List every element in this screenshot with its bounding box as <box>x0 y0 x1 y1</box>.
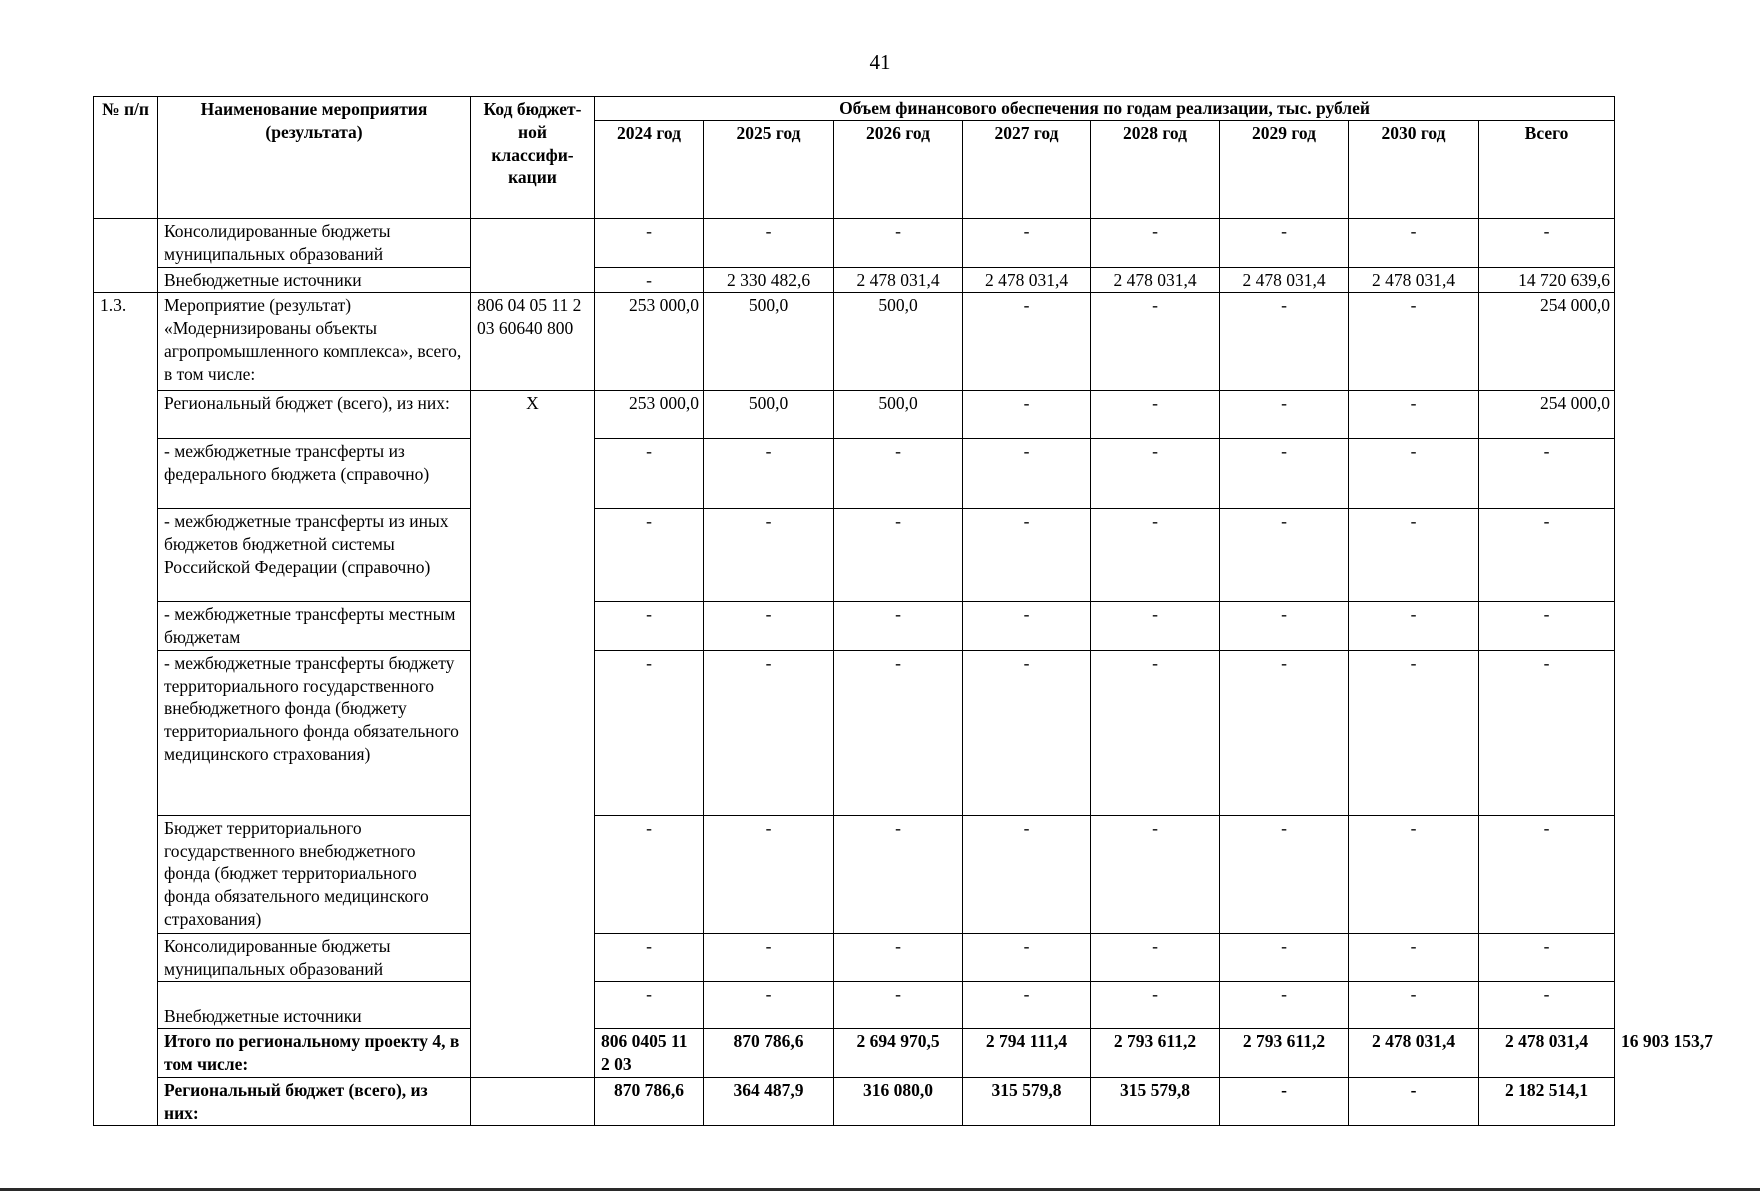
value-cell: - <box>1349 1077 1479 1126</box>
value-cell: 500,0 <box>834 391 963 439</box>
value-cell: - <box>704 650 834 815</box>
value-cell: - <box>834 933 963 982</box>
value-cell: - <box>834 439 963 509</box>
value-cell: 2 793 611,2 <box>1091 1029 1220 1078</box>
value-cell: - <box>1220 815 1349 933</box>
row-num-empty <box>94 219 158 293</box>
value-cell: 254 000,0 <box>1479 391 1615 439</box>
header-total: Всего <box>1479 121 1615 219</box>
value-cell: - <box>1349 391 1479 439</box>
row-name: Внебюджетные источники <box>158 982 471 1029</box>
value-cell: - <box>1349 933 1479 982</box>
header-year-2027: 2027 год <box>963 121 1091 219</box>
value-cell: - <box>704 219 834 268</box>
value-cell: 2 330 482,6 <box>704 267 834 293</box>
header-year-2030: 2030 год <box>1349 121 1479 219</box>
row-name: Консолидированные бюджеты муниципальных образований <box>158 219 471 268</box>
value-cell: - <box>1091 933 1220 982</box>
header-year-2024: 2024 год <box>595 121 704 219</box>
row-name: Консолидированные бюджеты муниципальных образований <box>158 933 471 982</box>
budget-table: № п/п Наименование мероприятия (результата) Код бюджет- ной классифи- кации Объем финансового обеспечения по годам реализации, тыс. рублей 2024 год 2025 год 2026 год 2027 год 2028 год 2029 год 2030 год Всего Консолидированные бюджеты муниципальных образований - - - - - - - - Внебюджетные источники - 2 330 482,6 2 478 031,4 2 478 031,4 2 478 031,4 2 478 031,4 2 478 031,4 14 720 639,6 1.3. Мероприятие (результат) «Модернизированы объекты агропромышленного комплекса», всего, в том числе: 806 04 05 11 2 03 60640 800 253 000,0 500,0 500,0 - - - - 254 000,0 Региональный бюджет (всего), из них: X 253 000,0 500,0 500,0 - - - - 254 000,0 - межбюджетные трансферты из федерального бюджета (справочно) - - - - - - - - - межбюджетные трансферты из иных бюджетов бюджетной системы Российской Федерации (справочно) - - - - - - - - - межбюджетные трансферты местным бюджетам - - - - - - - - - межбюджетные трансферты бюджету территориального государственного внебюджетного фонда (бюджету территориального фонда обязательного медицинского страхования) - - - - - - - - Бюджет территориального государственного внебюджетного фонда (бюджет территориального фонда обязательного медицинского страхования) - - - - - - - - Консолидированные бюджеты муниципальных образований - - - - - - - - Внебюджетные источники - - - - - - - - Итого по региональному проекту 4, в том числе: 806 0405 11 2 03 870 786,6 2 694 970,5 2 794 111,4 2 793 611,2 2 793 611,2 2 478 031,4 2 478 031,4 16 903 153,7 Региональный бюджет (всего), из них: 870 786,6 364 487,9 316 080,0 315 579,8 315 579,8 - - 2 182 514,1 <box>93 96 1615 1126</box>
value-cell: - <box>595 650 704 815</box>
value-cell: 14 720 639,6 <box>1479 267 1615 293</box>
value-cell: - <box>595 982 704 1029</box>
value-cell: - <box>834 219 963 268</box>
value-cell: - <box>704 933 834 982</box>
scan-edge-line <box>0 1188 1760 1191</box>
value-cell: - <box>1220 509 1349 602</box>
value-cell: - <box>963 391 1091 439</box>
value-cell: - <box>1091 650 1220 815</box>
value-cell: - <box>963 219 1091 268</box>
value-cell: - <box>963 982 1091 1029</box>
value-cell: - <box>834 602 963 651</box>
value-cell: 253 000,0 <box>595 391 704 439</box>
value-cell: 2 478 031,4 <box>1091 267 1220 293</box>
row-name: Региональный бюджет (всего), из них: <box>158 391 471 439</box>
value-cell: - <box>704 602 834 651</box>
row-code-empty <box>471 219 595 293</box>
header-year-2025: 2025 год <box>704 121 834 219</box>
value-cell: - <box>963 509 1091 602</box>
value-cell: - <box>704 815 834 933</box>
value-cell: - <box>1220 219 1349 268</box>
row-name: Внебюджетные источники <box>158 267 471 293</box>
row-name: Бюджет территориального государственного внебюджетного фонда (бюджет территориального фонда обязательного медицинского страхования) <box>158 815 471 933</box>
row-name: - межбюджетные трансферты из федерального бюджета (справочно) <box>158 439 471 509</box>
value-cell: - <box>595 602 704 651</box>
value-cell: - <box>1091 219 1220 268</box>
value-cell: - <box>963 815 1091 933</box>
header-year-2028: 2028 год <box>1091 121 1220 219</box>
value-cell: 2 478 031,4 <box>1349 267 1479 293</box>
value-cell: 2 794 111,4 <box>963 1029 1091 1078</box>
value-cell: - <box>1220 602 1349 651</box>
value-cell: - <box>834 509 963 602</box>
row-code: 806 04 05 11 2 03 60640 800 <box>471 293 595 391</box>
value-cell: 870 786,6 <box>704 1029 834 1078</box>
value-cell: - <box>834 815 963 933</box>
value-cell: - <box>963 602 1091 651</box>
header-name: Наименование мероприятия (результата) <box>158 97 471 219</box>
value-cell: - <box>1479 509 1615 602</box>
value-cell: 316 080,0 <box>834 1077 963 1126</box>
value-cell: 500,0 <box>834 293 963 391</box>
value-cell: 2 478 031,4 <box>1349 1029 1479 1078</box>
page-number: 41 <box>869 50 891 74</box>
row-code-empty <box>471 1077 595 1126</box>
header-financing-group: Объем финансового обеспечения по годам реализации, тыс. рублей <box>595 97 1615 121</box>
value-cell: - <box>704 982 834 1029</box>
value-cell: - <box>1349 602 1479 651</box>
value-cell: 364 487,9 <box>704 1077 834 1126</box>
value-cell: - <box>595 439 704 509</box>
row-name: - межбюджетные трансферты из иных бюджетов бюджетной системы Российской Федерации (справочно) <box>158 509 471 602</box>
value-cell: 2 478 031,4 <box>963 267 1091 293</box>
value-cell: - <box>1349 982 1479 1029</box>
value-cell: - <box>1479 982 1615 1029</box>
value-cell: - <box>1091 815 1220 933</box>
value-cell: - <box>595 267 704 293</box>
value-cell: 2 182 514,1 <box>1479 1077 1615 1126</box>
value-cell: - <box>1220 293 1349 391</box>
value-cell: - <box>963 650 1091 815</box>
value-cell: - <box>595 219 704 268</box>
value-cell: - <box>704 439 834 509</box>
value-cell: 2 793 611,2 <box>1220 1029 1349 1078</box>
row-code: X <box>471 391 595 1078</box>
value-cell: 2 478 031,4 <box>1220 267 1349 293</box>
value-cell: 2 694 970,5 <box>834 1029 963 1078</box>
value-cell: - <box>1220 391 1349 439</box>
value-cell: - <box>595 933 704 982</box>
value-cell: - <box>1479 650 1615 815</box>
value-cell: - <box>834 982 963 1029</box>
row-name: - межбюджетные трансферты местным бюджетам <box>158 602 471 651</box>
value-cell: 315 579,8 <box>963 1077 1091 1126</box>
value-cell: - <box>834 650 963 815</box>
value-cell: 500,0 <box>704 293 834 391</box>
value-cell: - <box>1479 219 1615 268</box>
value-cell: - <box>1091 509 1220 602</box>
value-cell: - <box>963 293 1091 391</box>
value-cell: 870 786,6 <box>595 1077 704 1126</box>
value-cell: 254 000,0 <box>1479 293 1615 391</box>
value-cell: - <box>1349 293 1479 391</box>
value-cell: - <box>595 815 704 933</box>
row-name: - межбюджетные трансферты бюджету территориального государственного внебюджетного фонда (бюджету территориального фонда обязательного медицинского страхования) <box>158 650 471 815</box>
header-code: Код бюджет- ной классифи- кации <box>471 97 595 219</box>
value-cell: - <box>1479 815 1615 933</box>
value-cell: 253 000,0 <box>595 293 704 391</box>
value-cell: - <box>1220 982 1349 1029</box>
value-cell: - <box>1220 1077 1349 1126</box>
header-num: № п/п <box>94 97 158 219</box>
row-name: Мероприятие (результат) «Модернизированы объекты агропромышленного комплекса», всего, в том числе: <box>158 293 471 391</box>
value-cell: - <box>1220 650 1349 815</box>
value-cell: 315 579,8 <box>1091 1077 1220 1126</box>
value-cell: - <box>1091 293 1220 391</box>
value-cell: - <box>1349 509 1479 602</box>
value-cell: - <box>963 933 1091 982</box>
value-cell: - <box>1091 602 1220 651</box>
value-cell: - <box>1220 439 1349 509</box>
value-cell: - <box>1349 439 1479 509</box>
row-num: 1.3. <box>94 293 158 1126</box>
value-cell: - <box>1220 933 1349 982</box>
value-cell: 500,0 <box>704 391 834 439</box>
value-cell: - <box>704 509 834 602</box>
value-cell: - <box>1091 982 1220 1029</box>
value-cell: - <box>963 439 1091 509</box>
value-cell: - <box>1349 219 1479 268</box>
header-year-2026: 2026 год <box>834 121 963 219</box>
value-cell: - <box>1479 933 1615 982</box>
value-cell: - <box>1091 439 1220 509</box>
value-cell: 2 478 031,4 <box>1479 1029 1615 1078</box>
row-name: Итого по региональному проекту 4, в том числе: <box>158 1029 471 1078</box>
value-cell: - <box>1349 815 1479 933</box>
value-cell: - <box>1479 602 1615 651</box>
value-cell: - <box>1091 391 1220 439</box>
value-cell: - <box>595 509 704 602</box>
value-cell: 2 478 031,4 <box>834 267 963 293</box>
value-cell: - <box>1349 650 1479 815</box>
row-name: Региональный бюджет (всего), из них: <box>158 1077 471 1126</box>
row-code: 806 0405 11 2 03 <box>595 1029 704 1078</box>
header-year-2029: 2029 год <box>1220 121 1349 219</box>
value-cell: - <box>1479 439 1615 509</box>
